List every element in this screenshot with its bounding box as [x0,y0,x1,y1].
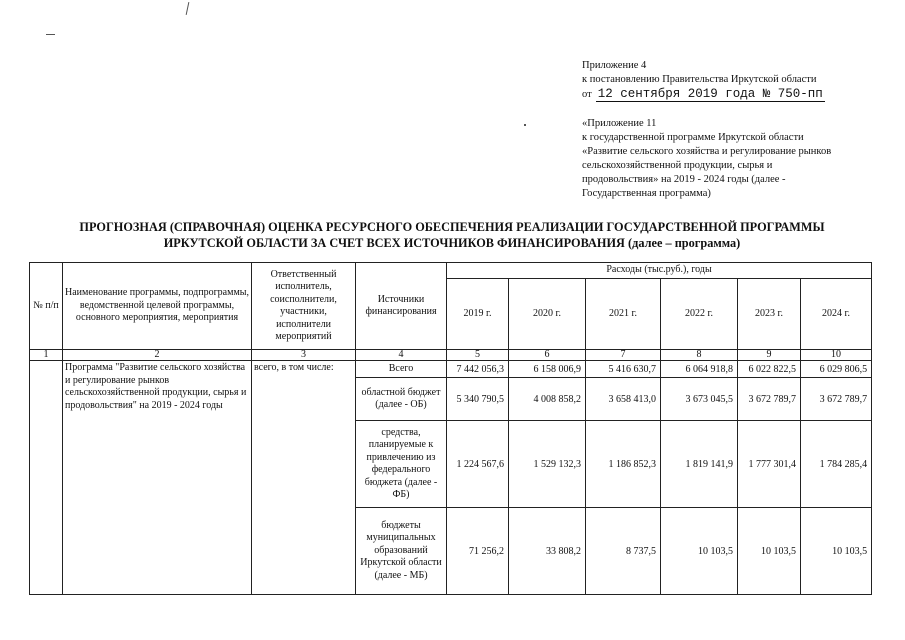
header-num: № п/п [30,263,63,350]
value-cell: 6 158 006,9 [509,361,586,378]
value-cell: 8 737,5 [586,508,661,595]
approval-line-2: к постановлению Правительства Иркутской области [582,74,817,85]
table-row [30,361,872,378]
value-cell: 10 103,5 [801,508,872,595]
column-number: 4 [356,350,447,361]
column-number: 8 [661,350,738,361]
resource-table [29,262,872,595]
value-cell: 7 442 056,3 [447,361,509,378]
approval-date-row [582,87,882,102]
source-cell: Всего [356,361,447,378]
value-cell: 10 103,5 [738,508,801,595]
value-cell: 1 819 141,9 [661,421,738,508]
value-cell: 6 064 918,8 [661,361,738,378]
value-cell: 4 008 858,2 [509,378,586,421]
header-year: 2019 г. [447,278,509,350]
program-num-cell [30,361,63,595]
source-cell: бюджеты муниципальных образований Иркутской области (далее - МБ) [356,508,447,595]
source-cell: средства, планируемые к привлечению из федерального бюджета (далее - ФБ) [356,421,447,508]
header-executor: Ответственный исполнитель, соисполнители, участники, исполнители мероприятий [252,263,356,350]
appendix-block [582,117,852,201]
column-number: 2 [63,350,252,361]
column-number: 7 [586,350,661,361]
column-number: 5 [447,350,509,361]
value-cell: 5 340 790,5 [447,378,509,421]
header-year: 2021 г. [586,278,661,350]
header-name: Наименование программы, подпрограммы, ведомственной целевой программы, основного мероприятия, мероприятия [63,263,252,350]
program-executor: всего, в том числе: [252,361,356,595]
header-expenses: Расходы (тыс.руб.), годы [447,263,872,279]
value-cell: 71 256,2 [447,508,509,595]
source-cell: областной бюджет (далее - ОБ) [356,378,447,421]
header-year: 2023 г. [738,278,801,350]
column-number: 6 [509,350,586,361]
column-number: 9 [738,350,801,361]
appendix-line: «Развитие сельского хозяйства и регулирование рынков [582,146,832,157]
column-number: 1 [30,350,63,361]
value-cell: 3 672 789,7 [801,378,872,421]
header-source: Источники финансирования [356,263,447,350]
value-cell: 1 777 301,4 [738,421,801,508]
document-title-line-1: ПРОГНОЗНАЯ (СПРАВОЧНАЯ) ОЦЕНКА РЕСУРСНОГО ОБЕСПЕЧЕНИЯ РЕАЛИЗАЦИИ ГОСУДАРСТВЕННОЙ ПРОГРАММЫ [79,220,825,234]
value-cell: 1 784 285,4 [801,421,872,508]
document-title-line-2: ИРКУТСКОЙ ОБЛАСТИ ЗА СЧЕТ ВСЕХ ИСТОЧНИКОВ ФИНАНСИРОВАНИЯ (далее – программа) [163,236,741,250]
approval-block [582,59,882,102]
value-cell: 3 672 789,7 [738,378,801,421]
scan-mark [524,124,526,126]
value-cell: 10 103,5 [661,508,738,595]
document-title [22,219,882,251]
value-cell: 1 529 132,3 [509,421,586,508]
header-year: 2024 г. [801,278,872,350]
appendix-line: «Приложение 11 [582,118,657,129]
appendix-line: Государственная программа) [582,188,711,199]
value-cell: 6 022 822,5 [738,361,801,378]
value-cell: 33 808,2 [509,508,586,595]
appendix-line: продовольствия» на 2019 - 2024 годы (далее - [582,174,786,185]
approval-line-1: Приложение 4 [582,60,647,71]
scan-mark [186,2,190,15]
value-cell: 5 416 630,7 [586,361,661,378]
program-name: Программа "Развитие сельского хозяйства и регулирование рынков сельскохозяйственной продукции, сырья и продовольствия" на 2019 - 2024 годы [63,361,252,595]
column-number-row [30,350,872,361]
value-cell: 1 186 852,3 [586,421,661,508]
column-number: 3 [252,350,356,361]
appendix-line: сельскохозяйственной продукции, сырья и [582,160,773,171]
value-cell: 3 658 413,0 [586,378,661,421]
approval-from-label: от [582,89,592,100]
value-cell: 6 029 806,5 [801,361,872,378]
column-number: 10 [801,350,872,361]
appendix-line: к государственной программе Иркутской области [582,132,804,143]
scan-mark [46,34,55,35]
header-year: 2022 г. [661,278,738,350]
value-cell: 3 673 045,5 [661,378,738,421]
value-cell: 1 224 567,6 [447,421,509,508]
header-year: 2020 г. [509,278,586,350]
approval-date-number: 12 сентября 2019 года № 750-пп [597,87,823,101]
